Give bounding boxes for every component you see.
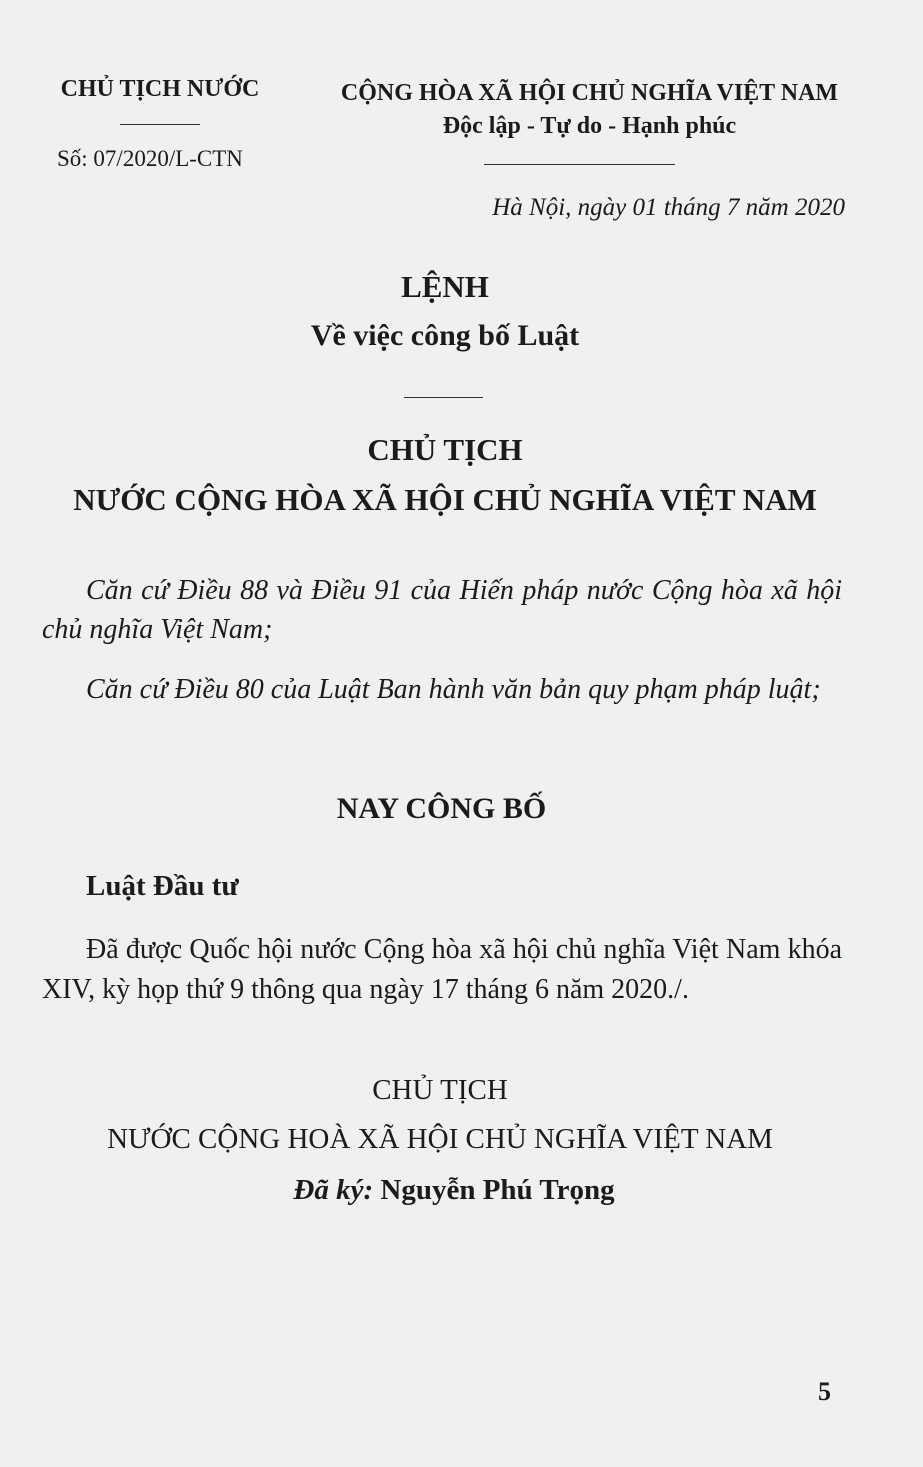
signature-title: CHỦ TỊCH xyxy=(372,1074,508,1106)
national-motto: Độc lập - Tự do - Hạnh phúc xyxy=(442,113,737,139)
document-subject: Về việc công bố Luật xyxy=(310,319,580,352)
motto-divider xyxy=(484,164,675,165)
signature-line xyxy=(0,1174,908,1207)
decree-action: NAY CÔNG BỐ xyxy=(336,792,547,825)
law-name: Luật Đầu tư xyxy=(86,870,239,902)
legal-basis-law: Căn cứ Điều 80 của Luật Ban hành văn bản quy phạm pháp luật; xyxy=(86,674,821,705)
place-date: Hà Nội, ngày 01 tháng 7 năm 2020 xyxy=(492,194,845,221)
title-divider xyxy=(404,397,483,398)
legal-basis-constitution: Căn cứ Điều 88 và Điều 91 của Hiến pháp nước Cộng hòa xã hội chủ nghĩa Việt Nam; xyxy=(42,575,842,645)
authority-title: CHỦ TỊCH xyxy=(367,432,523,467)
issuer-divider xyxy=(120,124,200,125)
signer-name: Nguyễn Phú Trọng xyxy=(380,1174,615,1206)
document-number: Số: 07/2020/L-CTN xyxy=(57,146,243,171)
page-number: 5 xyxy=(818,1377,831,1406)
signature-organization: NƯỚC CỘNG HOÀ XÃ HỘI CHỦ NGHĨA VIỆT NAM xyxy=(107,1123,773,1155)
issuer-name: CHỦ TỊCH NƯỚC xyxy=(60,76,260,102)
document-type: LỆNH xyxy=(401,269,489,304)
authority-organization: NƯỚC CỘNG HÒA XÃ HỘI CHỦ NGHĨA VIỆT NAM xyxy=(73,482,817,517)
country-name: CỘNG HÒA XÃ HỘI CHỦ NGHĨA VIỆT NAM xyxy=(340,80,839,106)
passage-statement: Đã được Quốc hội nước Cộng hòa xã hội chủ nghĩa Việt Nam khóa XIV, kỳ họp thứ 9 thông qua ngày 17 tháng 6 năm 2020./. xyxy=(42,934,842,1005)
signed-label: Đã ký: xyxy=(293,1174,374,1206)
